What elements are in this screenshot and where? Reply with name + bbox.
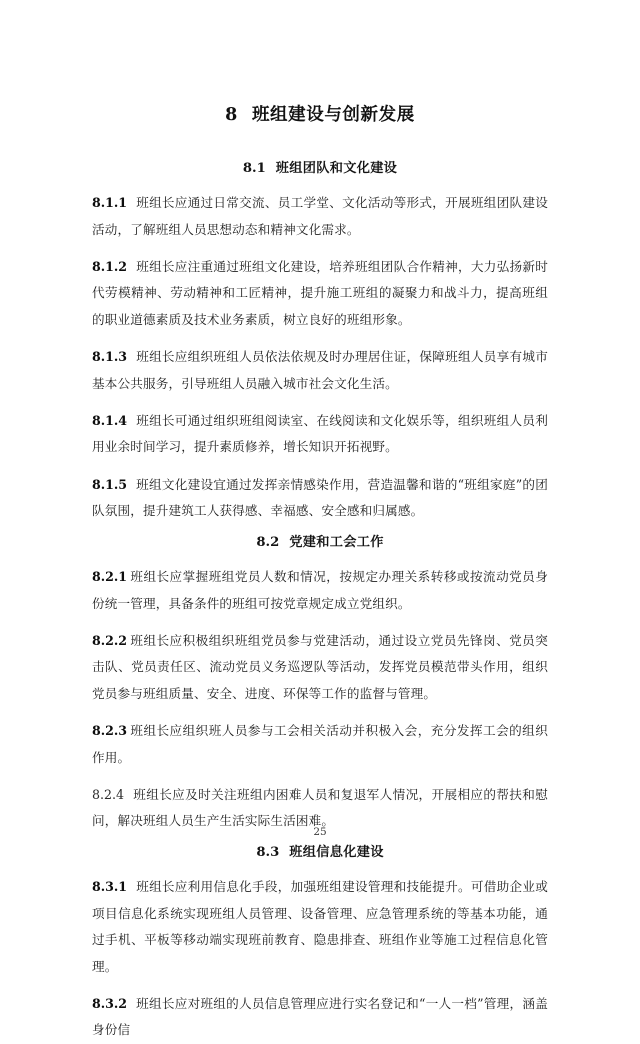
clause-text: 班组长可通过组织班组阅读室、在线阅读和文化娱乐等，组织班组人员利用业余时间学习，提升素质修养，增长知识开拓视野。 <box>92 413 548 455</box>
clause-number: 8.2.3 <box>92 723 128 739</box>
section-number: 8.3 <box>256 844 280 860</box>
section-number: 8.1 <box>242 160 266 176</box>
clause-8-2-3 <box>92 707 548 771</box>
section-title: 党建和工会工作 <box>289 534 384 550</box>
clause-text: 班组文化建设宜通过发挥亲情感染作用，营造温馨和谐的“班组家庭”的团队氛围，提升建筑工人获得感、幸福感、安全感和归属感。 <box>92 476 548 519</box>
clause-number: 8.1.5 <box>92 476 128 492</box>
section-heading-8-3 <box>92 835 548 862</box>
page-content <box>92 0 548 1044</box>
clause-number: 8.1.1 <box>92 195 128 211</box>
section-title: 班组信息化建设 <box>289 844 384 860</box>
clause-8-1-1 <box>92 178 548 243</box>
chapter-title <box>92 0 548 127</box>
clause-8-3-2 <box>92 980 548 1044</box>
clause-number: 8.1.2 <box>92 259 128 275</box>
clause-number: 8.1.3 <box>92 349 128 365</box>
clause-text: 班组长应利用信息化手段，加强班组建设管理和技能提升。可借助企业或项目信息化系统实现班组人员管理、设备管理、应急管理系统的等基本功能，通过手机、平板等移动端实现班前教育、隐患排查、班组作业等施工过程信息化管理。 <box>92 879 548 974</box>
clause-text: 班组长应组织班组人员依法依规及时办理居住证，保障班组人员享有城市基本公共服务，引导班组人员融入城市社会文化生活。 <box>92 349 548 391</box>
clause-number: 8.3.1 <box>92 879 128 895</box>
chapter-title-text: 班组建设与创新发展 <box>251 105 415 125</box>
clause-8-1-3 <box>92 333 548 397</box>
clause-number: 8.2.2 <box>92 633 128 648</box>
clause-number: 8.2.1 <box>92 569 128 585</box>
clause-text: 班组长应通过日常交流、员工学堂、文化活动等形式，开展班组团队建设活动，了解班组人员思想动态和精神文化需求。 <box>92 195 548 237</box>
chapter-number: 8 <box>225 105 238 125</box>
section-title: 班组团队和文化建设 <box>275 160 398 176</box>
clause-text: 班组长应积极组织班组党员参与党建活动，通过设立党员先锋岗、党员突击队、党员责任区、流动党员义务巡逻队等活动，发挥党员模范带头作用，组织党员参与班组质量、安全、进度、环保等工作的监督与管理。 <box>92 633 548 701</box>
clause-8-1-4 <box>92 397 548 461</box>
clause-number: 8.2.4 <box>92 787 125 803</box>
page-number: 25 <box>313 826 327 838</box>
clause-text: 班组长应注重通过班组文化建设，培养班组团队合作精神，大力弘扬新时代劳模精神、劳动精神和工匠精神，提升施工班组的凝聚力和战斗力，提高班组的职业道德素质及技术业务素质，树立良好的班组形象。 <box>92 259 548 327</box>
clause-8-2-2 <box>92 617 548 707</box>
clause-number: 8.3.2 <box>92 995 128 1011</box>
section-heading-8-1 <box>92 127 548 178</box>
clause-8-1-5 <box>92 461 548 525</box>
clause-number: 8.1.4 <box>92 413 128 429</box>
clause-text: 班组长应及时关注班组内困难人员和复退军人情况，开展相应的帮扶和慰问，解决班组人员生产生活实际生活困难。 <box>92 787 548 829</box>
clause-text: 班组长应对班组的人员信息管理应进行实名登记和“一人一档”管理，涵盖身份信 <box>92 995 548 1038</box>
clause-8-3-1 <box>92 862 548 980</box>
section-heading-8-2 <box>92 525 548 552</box>
clause-8-1-2 <box>92 243 548 333</box>
clause-text: 班组长应掌握班组党员人数和情况，按规定办理关系转移或按流动党员身份统一管理，具备条件的班组可按党章规定成立党组织。 <box>92 569 548 611</box>
clause-8-2-1 <box>92 552 548 617</box>
section-number: 8.2 <box>256 534 280 550</box>
clause-text: 班组长应组织班人员参与工会相关活动并积极入会，充分发挥工会的组织作用。 <box>92 723 548 765</box>
